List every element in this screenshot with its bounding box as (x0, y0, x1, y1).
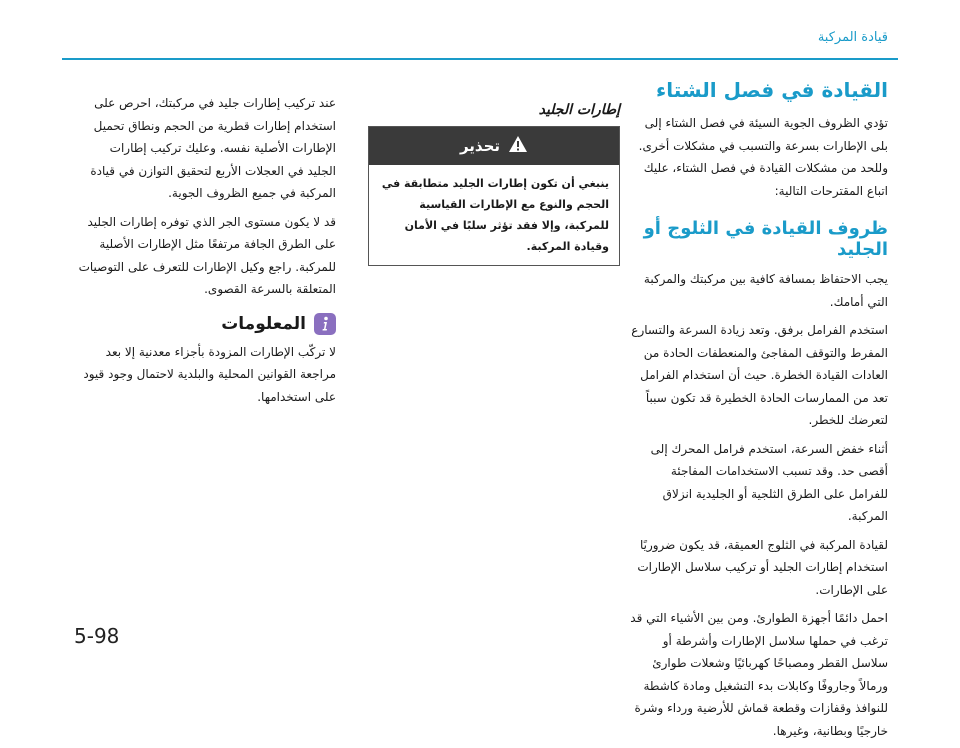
middle-column (368, 102, 620, 266)
paragraph: عند تركيب إطارات جليد في مركبتك، احرص على استخدام إطارات قطرية من الحجم ونطاق تحميل الإطارات الأصلية نفسه. وعليك تركيب إطارات الجليد في العجلات الأربع لتحقيق التوازن في قيادة المركبة في جميع الظروف الجوية. (90, 96, 336, 200)
warning-text: ينبغي أن تكون إطارات الجليد متطابقة في الحجم والنوع مع الإطارات القياسية للمركبة، وإلا فقد تؤثر سلبًا في الأمان وقيادة المركبة. (381, 177, 609, 253)
left-column (78, 92, 336, 414)
paragraph: لقيادة المركبة في الثلوج العميقة، قد يكون ضروريًا استخدام إطارات الجليد أو تركيب سلاسل الإطارات على الإطارات. (637, 537, 888, 597)
section-heading: إطارات الجليد (538, 102, 620, 118)
info-title: المعلومات (221, 313, 306, 334)
paragraph: أثناء خفض السرعة، استخدم فرامل المحرك إلى أقصى حد. وقد تسبب الاستخدامات المفاجئة للفرامل على الطرق الثلجية أو الجليدية انزلاق المركبة. (650, 441, 888, 523)
warning-box (368, 126, 620, 266)
warning-triangle-icon (508, 135, 528, 157)
main-heading: القيادة في فصل الشتاء (656, 78, 888, 102)
paragraph: احمل دائمًا أجهزة الطوارئ. ومن بين الأشياء التي قد ترغب في حملها سلاسل الإطارات وأشرطة أو سلاسل القطر ومصباحًا كهربائيًا وشعلات طوارئ ورمالاً وجاروفًا وكابلات بدء التشغيل ومادة كاشطة للنوافذ وقفازات وقطعة قماش للأرضية ورداء وشرة خارجيًا وبطانية، وغيرها. (630, 611, 888, 738)
intro-paragraph: تؤدي الظروف الجوية السيئة في فصل الشتاء إلى بلى الإطارات بسرعة والتسبب في مشكلات أخرى. وللحد من مشكلات القيادة في فصل الشتاء، عليك اتباع المقترحات التالية: (638, 116, 888, 198)
section-title: قيادة المركبة (817, 30, 888, 45)
header-divider (62, 58, 898, 60)
info-header (78, 313, 336, 335)
paragraph: استخدم الفرامل برفق. وتعد زيادة السرعة والتسارع المفرط والتوقف المفاجئ والمنعطفات الحادة من العادات القيادة الخطرة. حيث أن استخدام الفرامل تعد من الممارسات الحادة الخطيرة قد تكون سبباً لتعرضك للخطر. (631, 323, 888, 427)
subheading: ظروف القيادة في الثلوج أو الجليد (643, 218, 888, 260)
paragraph: يجب الاحتفاظ بمسافة كافية بين مركبتك والمركبة التي أمامك. (643, 272, 888, 309)
paragraph: قد لا يكون مستوى الجر الذي توفره إطارات الجليد على الطرق الجافة مرتفعًا مثل الإطارات الأصلية للمركبة. راجع وكيل الإطارات للتعرف على التوصيات المتعلقة بالسرعة القصوى. (78, 214, 336, 296)
right-column (630, 78, 888, 748)
info-text: لا تركّب الإطارات المزودة بأجزاء معدنية إلا بعد مراجعة القوانين المحلية والبلدية لاحتمال وجود قيود على استخدامها. (83, 344, 336, 404)
page-number: 5-98 (74, 624, 120, 648)
info-icon (314, 313, 336, 335)
warning-title: تحذير (459, 137, 501, 155)
warning-header (369, 127, 619, 165)
